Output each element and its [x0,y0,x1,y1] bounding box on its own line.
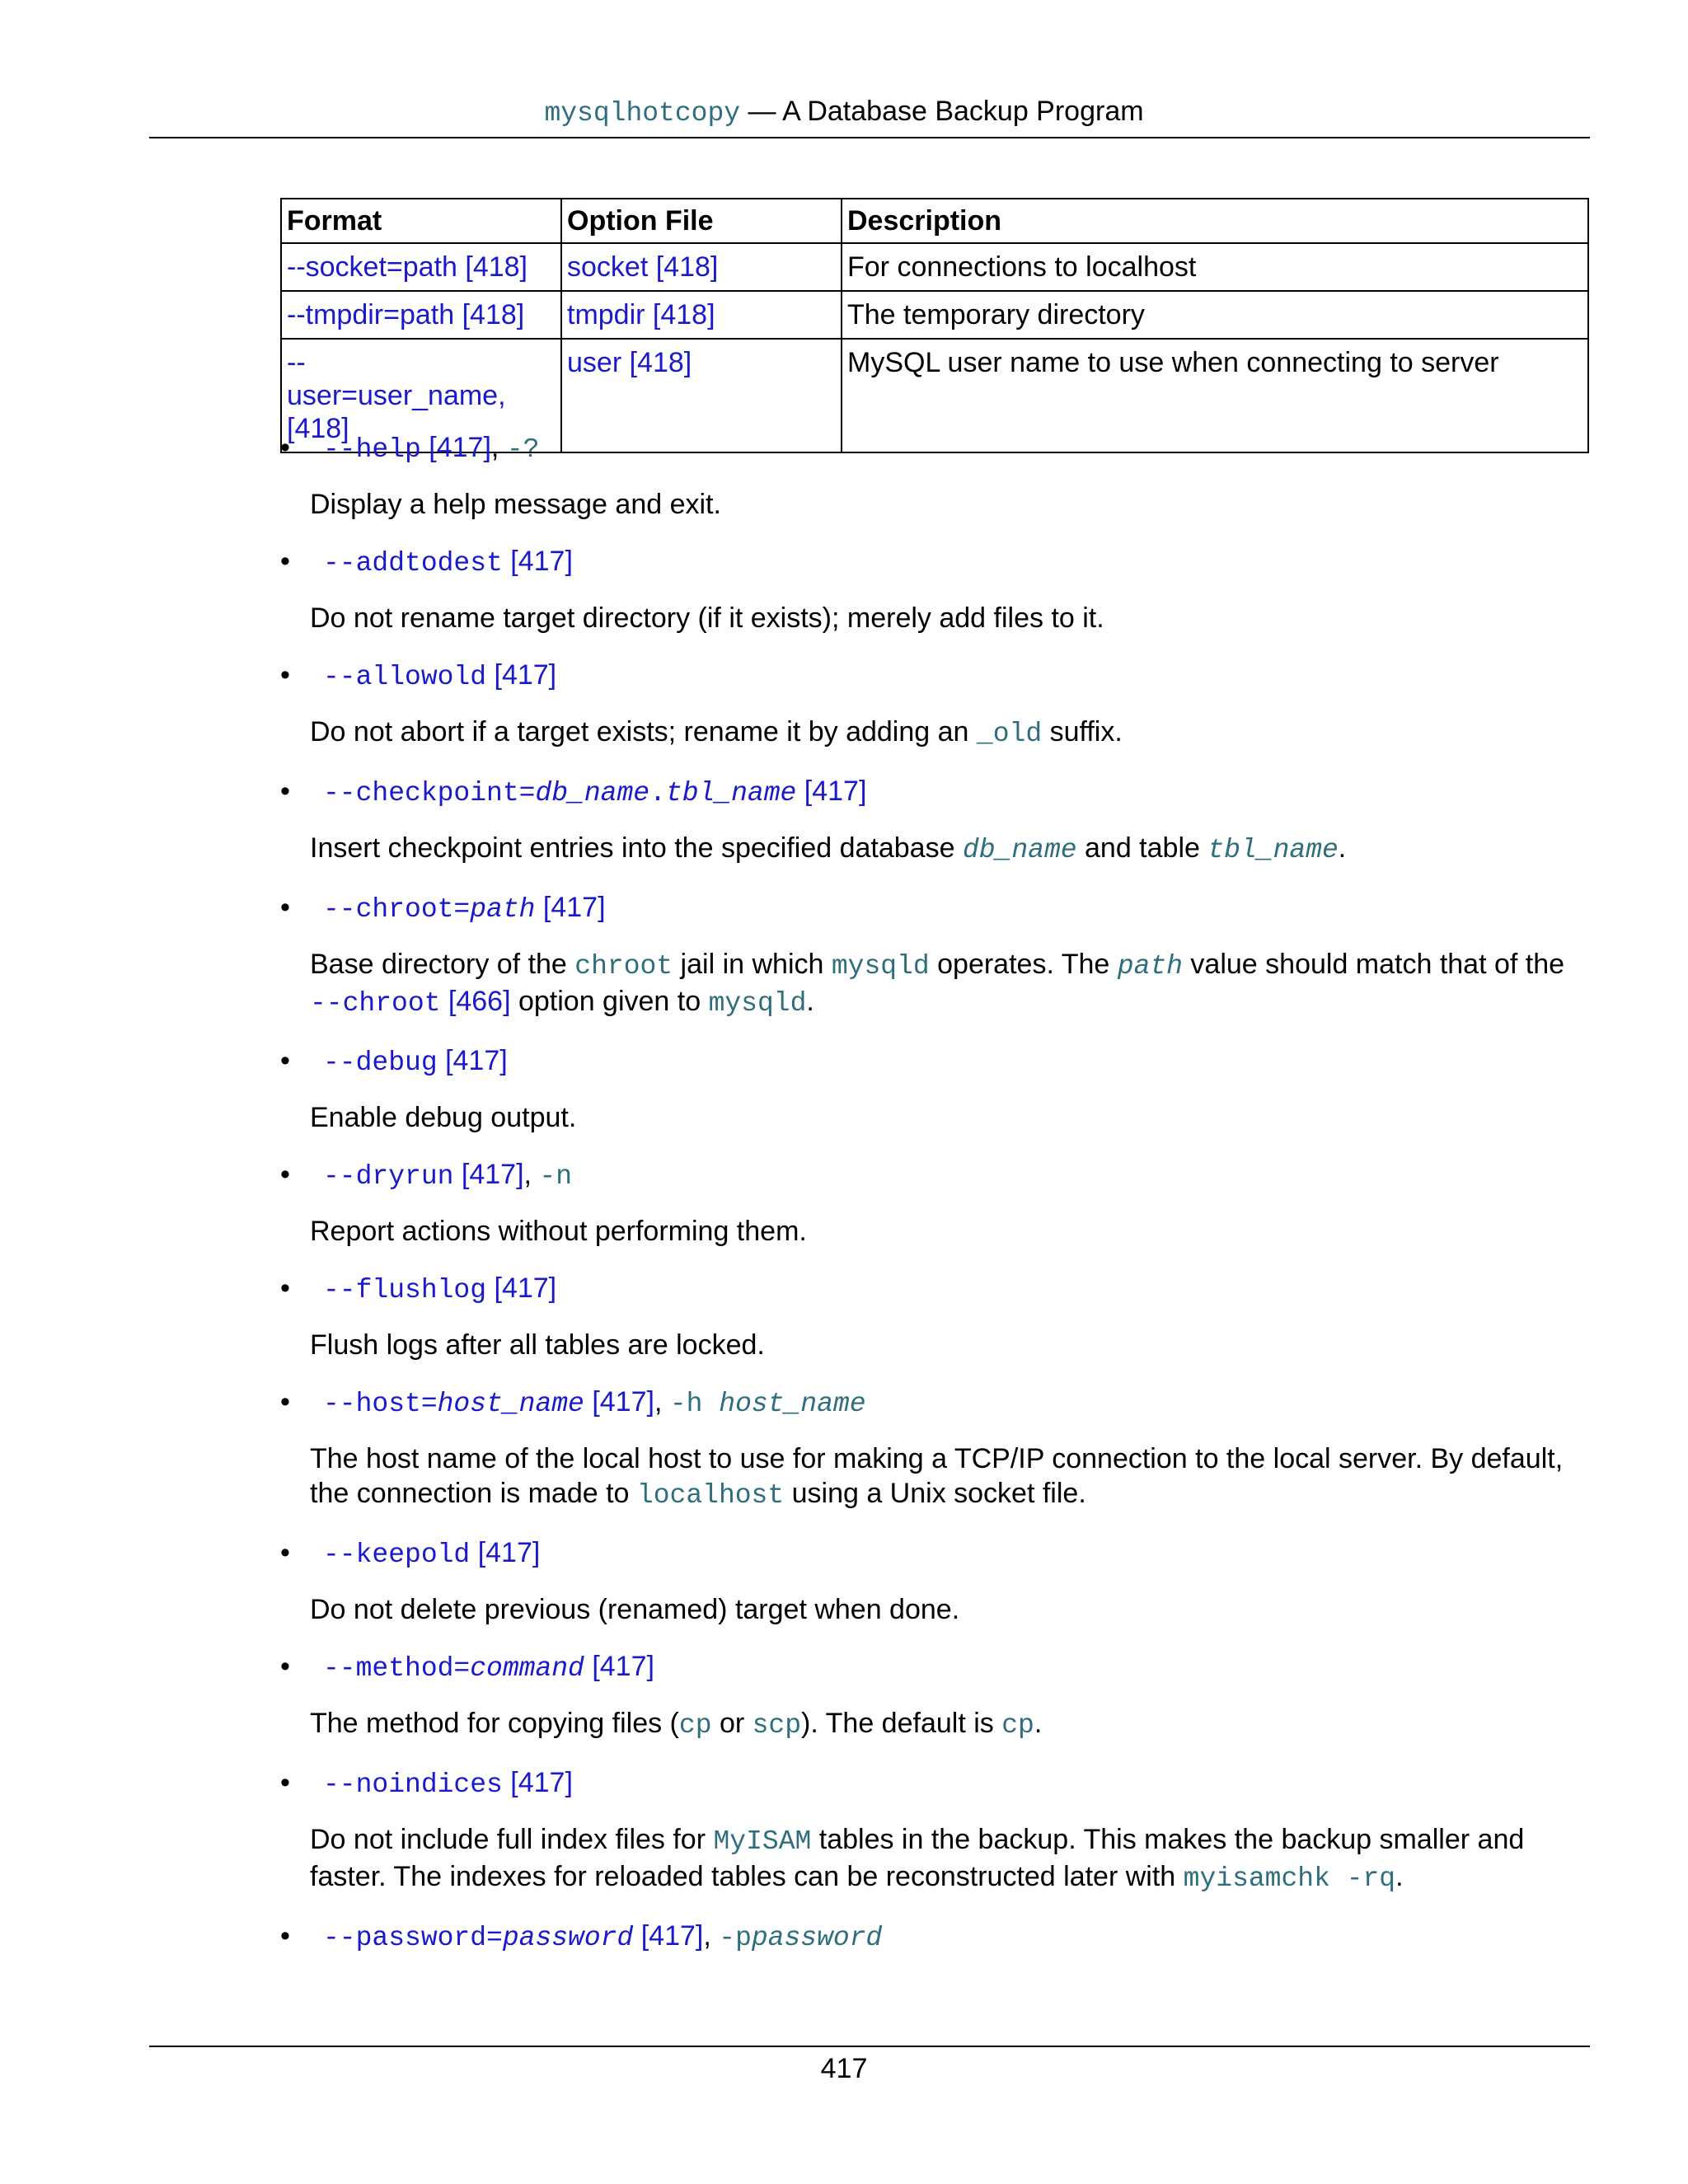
option-link[interactable]: --keepold [417] [323,1537,541,1570]
list-item [280,430,1591,522]
format-link-line2[interactable]: user=user_name, [418] [287,380,506,444]
bullet-icon: • [280,1159,290,1190]
bullet-icon: • [280,1272,290,1304]
option-file-link[interactable]: tmpdir [418] [561,291,842,339]
list-item [280,1919,1591,1953]
option-description: Do not rename target directory (if it exists); merely add files to it. [310,602,1104,634]
list-item [280,890,1591,1021]
option-link[interactable]: --allowold [417] [323,659,557,692]
option-term [280,544,1591,579]
list-item [280,1765,1591,1896]
list-item [280,1157,1591,1249]
chroot-option-link[interactable]: --chroot [466] [310,986,511,1019]
option-link[interactable]: --debug [417] [323,1045,508,1078]
format-link[interactable]: --tmpdir=path [418] [281,291,561,339]
list-item [280,1271,1591,1362]
option-description: Insert checkpoint entries into the specified database db_name and table tbl_name. [310,832,1347,865]
option-term [280,774,1591,808]
list-item [280,1649,1591,1743]
option-file-link[interactable]: user [418] [561,339,842,452]
option-term [280,1765,1591,1800]
bullet-icon: • [280,432,290,463]
option-description: Base directory of the chroot jail in which mysqld operates. The path value should match that of the --chroot [466] option given to mysqld. [310,949,1565,1019]
option-description: Display a help message and exit. [310,489,721,520]
option-description: Do not delete previous (renamed) target when done. [310,1594,960,1625]
description-cell: The temporary directory [842,291,1588,339]
option-link[interactable]: --chroot=path [417] [323,892,606,925]
option-link[interactable]: --noindices [417] [323,1767,573,1800]
option-term: --host=host_name [417], -h host_name [323,1386,866,1419]
option-link[interactable]: --method=command [417] [323,1651,654,1684]
page-header [0,93,1688,132]
header-rule [149,137,1590,138]
footer-rule [149,2046,1590,2047]
option-description: The host name of the local host to use for making a TCP/IP connection to the local server. By default, the connection is made to localhost using a Unix socket file. [310,1443,1564,1511]
option-term: --dryrun [417], -n [323,1159,573,1192]
list-item [280,1043,1591,1135]
option-link[interactable]: --host=host_name [417] [323,1386,654,1419]
list-item [280,1385,1591,1513]
option-link[interactable]: --password=password [417] [323,1920,704,1953]
table-row [281,291,1588,339]
bullet-icon: • [280,1651,290,1682]
format-link-line1[interactable]: -- [287,347,306,378]
column-header-option-file: Option File [561,199,842,243]
table-header-row [281,199,1588,243]
option-term [280,1043,1591,1078]
header-command: mysqlhotcopy [544,98,741,129]
format-link[interactable]: --socket=path [418] [281,243,561,291]
bullet-icon: • [280,1920,290,1952]
option-term [280,1649,1591,1684]
option-term: --password=password [417], -ppassword [323,1920,883,1953]
option-link[interactable]: --help [417] [323,432,491,465]
option-description: The method for copying files (cp or scp). The default is cp. [310,1708,1043,1741]
option-description: Report actions without performing them. [310,1216,807,1247]
description-cell: For connections to localhost [842,243,1588,291]
bullet-icon: • [280,776,290,807]
bullet-icon: • [280,546,290,577]
bullet-icon: • [280,892,290,923]
options-table [280,198,1589,453]
list-item [280,658,1591,752]
option-term [280,1271,1591,1305]
option-term [280,890,1591,925]
table-row [281,243,1588,291]
list-item [280,774,1591,868]
option-term [280,658,1591,692]
option-link[interactable]: --addtodest [417] [323,546,573,579]
option-description: Enable debug output. [310,1102,577,1133]
bullet-icon: • [280,659,290,691]
column-header-description: Description [842,199,1588,243]
bullet-icon: • [280,1537,290,1568]
bullet-icon: • [280,1045,290,1076]
option-list [280,430,1591,1953]
description-cell: MySQL user name to use when connecting to server [842,339,1588,452]
list-item [280,544,1591,635]
option-description: Do not include full index files for MyISAM tables in the backup. This makes the backup smaller and faster. The indexes for reloaded tables can be reconstructed later with myisamchk -rq. [310,1824,1525,1894]
list-item [280,1535,1591,1627]
option-link[interactable]: --flushlog [417] [323,1272,557,1305]
option-term [280,1535,1591,1570]
option-term: --help [417], -? [323,432,540,465]
option-link[interactable]: --checkpoint=db_name.tbl_name [417] [323,776,867,808]
bullet-icon: • [280,1386,290,1418]
option-description: Do not abort if a target exists; rename it by adding an _old suffix. [310,716,1123,749]
page-number: 417 [820,2053,868,2084]
column-header-format: Format [281,199,561,243]
option-link[interactable]: --dryrun [417] [323,1159,524,1192]
header-title: — A Database Backup Program [740,96,1144,127]
option-description: Flush logs after all tables are locked. [310,1329,765,1361]
bullet-icon: • [280,1767,290,1798]
option-file-link[interactable]: socket [418] [561,243,842,291]
